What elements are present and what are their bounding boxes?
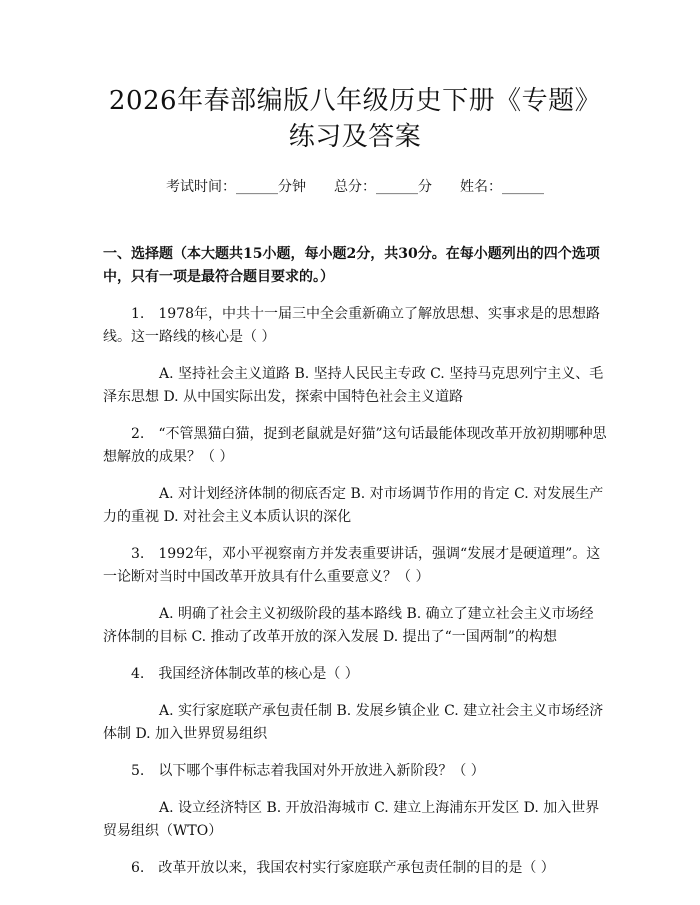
question-stem: 1. 1978年，中共十一届三中全会重新确立了解放思想、实事求是的思想路线。这一路线的核心是（ ） xyxy=(103,306,600,345)
question-stem: 4. 我国经济体制改革的核心是（ ） xyxy=(131,666,359,682)
section-heading: 一、选择题（本大题共15小题，每小题2分，共30分。在每小题列出的四个选项中，只有一项是最符合题目要求的。） xyxy=(103,246,600,285)
question-options: A. 明确了社会主义初级阶段的基本路线 B. 确立了建立社会主义市场经济体制的目标 C. 推动了改革开放的深入发展 D. 提出了“一国两制”的构想 xyxy=(103,606,594,645)
question-stem: 3. 1992年，邓小平视察南方并发表重要讲话，强调“发展才是硬道理”。这一论断对当时中国改革开放具有什么重要意义？（ ） xyxy=(103,546,601,585)
exam-info-line xyxy=(103,177,607,197)
question-options: A. 坚持社会主义道路 B. 坚持人民民主专政 C. 坚持马克思列宁主义、毛泽东思想 D. 从中国实际出发，探索中国特色社会主义道路 xyxy=(103,366,604,405)
question-stem: 2. “不管黑猫白猫，捉到老鼠就是好猫”这句话最能体现改革开放初期哪种思想解放的成果？（ ） xyxy=(103,426,607,465)
question-options: A. 设立经济特区 B. 开放沿海城市 C. 建立上海浦东开发区 D. 加入世界贸易组织（WTO） xyxy=(103,800,600,839)
question-options: A. 对计划经济体制的彻底否定 B. 对市场调节作用的肯定 C. 对发展生产力的重视 D. 对社会主义本质认识的深化 xyxy=(103,486,604,525)
exam-score-field: 总分：______分 xyxy=(334,179,432,195)
exam-name-field: 姓名：______ xyxy=(460,179,544,195)
question-options: A. 实行家庭联产承包责任制 B. 发展乡镇企业 C. 建立社会主义市场经济体制 D. 加入世界贸易组织 xyxy=(103,703,604,742)
question-stem: 6. 改革开放以来，我国农村实行家庭联产承包责任制的目的是（ ） xyxy=(131,860,555,876)
exam-time-field: 考试时间：______分钟 xyxy=(166,179,306,195)
document-title: 2026年春部编版八年级历史下册《专题》练习及答案 xyxy=(108,86,602,152)
question-stem: 5. 以下哪个事件标志着我国对外开放进入新阶段？（ ） xyxy=(131,763,485,779)
